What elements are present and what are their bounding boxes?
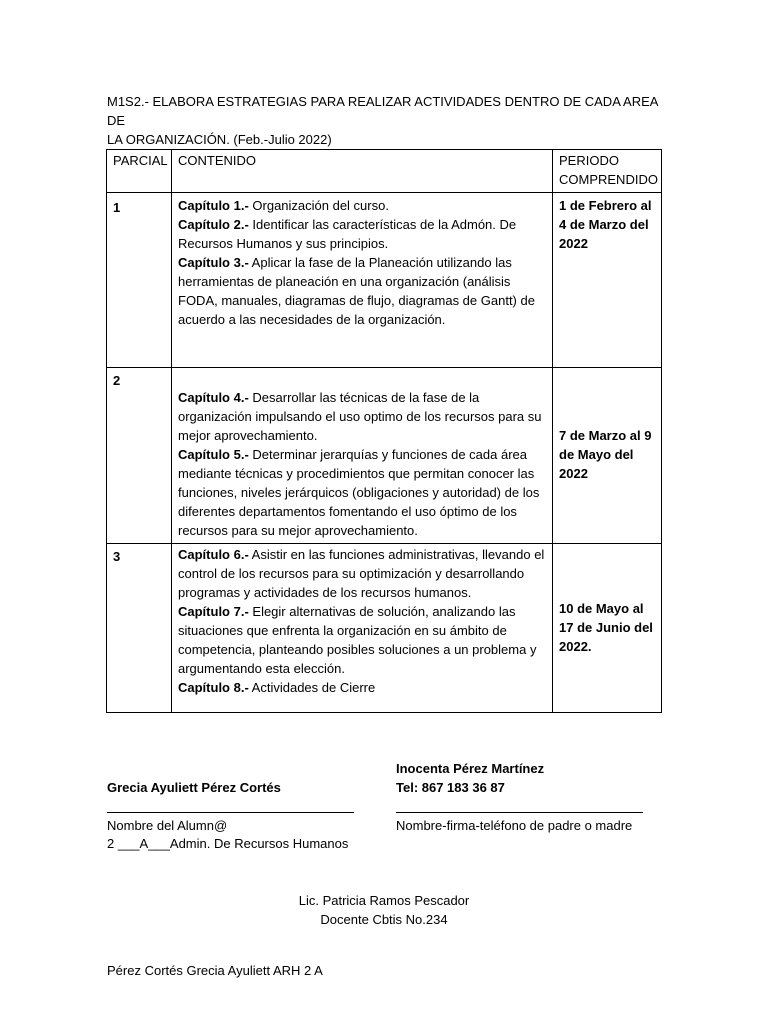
parcial-cell: [107, 544, 172, 713]
chapter-item: Capítulo 4.- Desarrollar las técnicas de la fase de la organización impulsando el uso optimo de los recursos para su mejor aprovechamiento.: [178, 390, 542, 443]
table-row: [107, 368, 662, 544]
group-line: 2 ___A___Admin. De Recursos Humanos: [107, 836, 349, 851]
title-line-2: LA ORGANIZACIÓN. (Feb.-Julio 2022): [107, 132, 332, 147]
parent-name: Inocenta Pérez Martínez: [396, 761, 545, 776]
footer-text: Pérez Cortés Grecia Ayuliett ARH 2 A: [107, 963, 323, 978]
table-row: [107, 193, 662, 368]
document-title: [107, 92, 667, 149]
content-table: [106, 149, 662, 713]
table-row: [107, 544, 662, 713]
contenido-cell: [172, 544, 553, 713]
student-signature-line: [107, 812, 354, 813]
teacher-role: Docente Cbtis No.234: [320, 912, 448, 927]
parcial-number: 1: [113, 200, 121, 215]
parcial-cell: [107, 193, 172, 368]
chapter-item: Capítulo 7.- Elegir alternativas de solución, analizando las situaciones que enfrenta la organización en su ámbito de competencia, planteando posibles soluciones a un problema y argumentando esta elección.: [178, 604, 537, 676]
chapter-item: Capítulo 2.- Identificar las características de la Admón. De Recursos Humanos y sus principios.: [178, 217, 517, 251]
student-caption: Nombre del Alumn@: [107, 818, 228, 833]
chapter-item: Capítulo 8.- Actividades de Cierre: [178, 680, 376, 695]
chapter-item: Capítulo 1.- Organización del curso.: [178, 198, 389, 213]
header-contenido: CONTENIDO: [172, 150, 553, 193]
header-periodo: PERIODO COMPRENDIDO: [553, 150, 662, 193]
parent-signature-line: [396, 812, 643, 813]
parent-caption: Nombre-firma-teléfono de padre o madre: [396, 818, 633, 833]
chapter-item: Capítulo 6.- Asistir en las funciones administrativas, llevando el control de los recursos para su optimización y desarrollando programas y actividades de los recursos humanos.: [178, 547, 545, 600]
title-line-1: M1S2.- ELABORA ESTRATEGIAS PARA REALIZAR ACTIVIDADES DENTRO DE CADA AREA DE: [107, 94, 658, 128]
periodo-cell: [553, 544, 662, 713]
chapter-item: Capítulo 5.- Determinar jerarquías y funciones de cada área mediante técnicas y procedimientos que permitan conocer las funciones, niveles jerárquicos (obligaciones y autoridad) de los diferentes departamentos fomentando el uso óptimo de los recursos para su mejor aprovechamiento.: [178, 447, 540, 538]
parent-tel: Tel: 867 183 36 87: [396, 780, 505, 795]
header-parcial: PARCIAL: [107, 150, 172, 193]
contenido-cell: [172, 368, 553, 544]
periodo-cell: [553, 368, 662, 544]
parcial-cell: [107, 368, 172, 544]
parcial-number: 3: [113, 549, 121, 564]
teacher-name: Lic. Patricia Ramos Pescador: [298, 893, 470, 908]
periodo-cell: [553, 193, 662, 368]
chapter-item: Capítulo 3.- Aplicar la fase de la Planeación utilizando las herramientas de planeación en una organización (análisis FODA, manuales, diagramas de flujo, diagramas de Gantt) de acuerdo a las necesidades de la organización.: [178, 255, 535, 327]
periodo-text: 7 de Marzo al 9 de Mayo del 2022: [559, 428, 652, 481]
contenido-cell: [172, 193, 553, 368]
parcial-number: 2: [113, 373, 121, 388]
periodo-text: 10 de Mayo al 17 de Junio del 2022.: [559, 600, 653, 654]
table-header-row: [107, 150, 662, 193]
periodo-text: 1 de Febrero al 4 de Marzo del 2022: [559, 198, 652, 251]
student-name: Grecia Ayuliett Pérez Cortés: [107, 780, 281, 795]
